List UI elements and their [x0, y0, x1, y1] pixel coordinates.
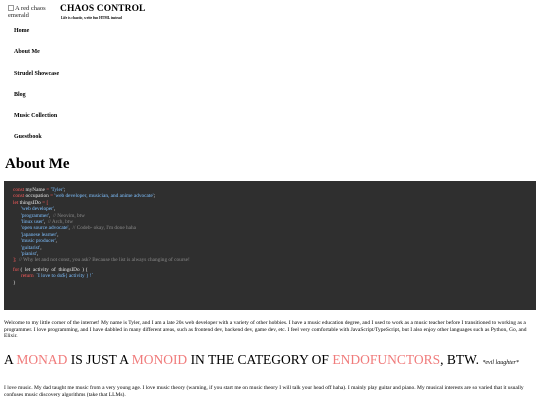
code-line: 'programmer', // Neovim, btw [20, 212, 85, 219]
code-line: for ( let activity of thingsIDo ) { [13, 266, 88, 273]
code-line: 'open source advocate', // Codeb- okay, I'm done haha [20, 225, 137, 232]
evil-laughter-aside: *evil laughter* [482, 360, 519, 366]
nav-link-blog[interactable]: Blog [14, 92, 26, 98]
nav-link-music[interactable]: Music Collection [14, 113, 58, 119]
code-line: const occupation = 'web developer, musician, and anime advocate'; [13, 193, 156, 200]
site-title: CHAOS CONTROL [60, 4, 146, 14]
about-heading: About Me [5, 156, 70, 172]
nav-link-about[interactable]: About Me [14, 49, 40, 55]
code-line: const myName = 'Tyler'; [13, 187, 66, 193]
nav-link-guestbook[interactable]: Guestbook [14, 134, 42, 140]
nav-link-home[interactable]: Home [14, 28, 30, 34]
code-block [4, 181, 536, 310]
code-line: 'guitarist', [20, 244, 42, 251]
nav-link-strudel[interactable]: Strudel Showcase [14, 71, 60, 77]
highlight-monoid: MONOID [131, 352, 188, 367]
monad-heading: A MONAD IS JUST A MONOID IN THE CATEGORY OF ENDOFUNCTORS, BTW. *evil laughter* [4, 352, 519, 367]
highlight-monad: MONAD [16, 352, 68, 367]
site-tagline: Life is chaotic, write fun HTML instead [61, 16, 122, 20]
music-paragraph: I love music. My dad taught me music from a very young age. I love music theory (warning, if you start me on music theory I will talk your head off haha). I mainly play guitar and piano. My musical interests are so varied that it usually confuses music discovery algorithms (take that LLMs). [4, 385, 524, 398]
code-line: return `I love to do${ activity } !` [20, 273, 94, 280]
code-line: 'web developer', [20, 206, 56, 213]
code-line: } [13, 279, 16, 286]
code-line: 'japanese learner', [20, 231, 59, 238]
code-line: let thingsIDo = [ [13, 199, 49, 206]
code-line: ]; // Why let and not const, you ask? Because the list is always changing of course! [13, 257, 190, 264]
broken-image-icon [8, 5, 14, 11]
intro-paragraph: Welcome to my little corner of the internet! My name is Tyler, and I am a late 20s web developer with a variety of other hobbies. I have a music education degree, and I used to work as a music teacher before I transitioned to working as a programmer. I love programming, and I have dabbled in many different areas, such as frontend dev, backend dev, game dev, etc. I feel very comfortable with JavaScript/TypeScript, but I also enjoy other languages such as Python, Go, and Elixir. [4, 320, 527, 340]
code-line: 'music producer', [20, 238, 57, 245]
code-line: 'linux user', // Arch, btw [20, 219, 74, 226]
highlight-endofunctors: ENDOFUNCTORS [332, 352, 441, 367]
site-logo [8, 5, 54, 21]
code-line: 'pianist', [20, 251, 39, 258]
logo-alt-text: A red chaos emerald [8, 5, 46, 19]
